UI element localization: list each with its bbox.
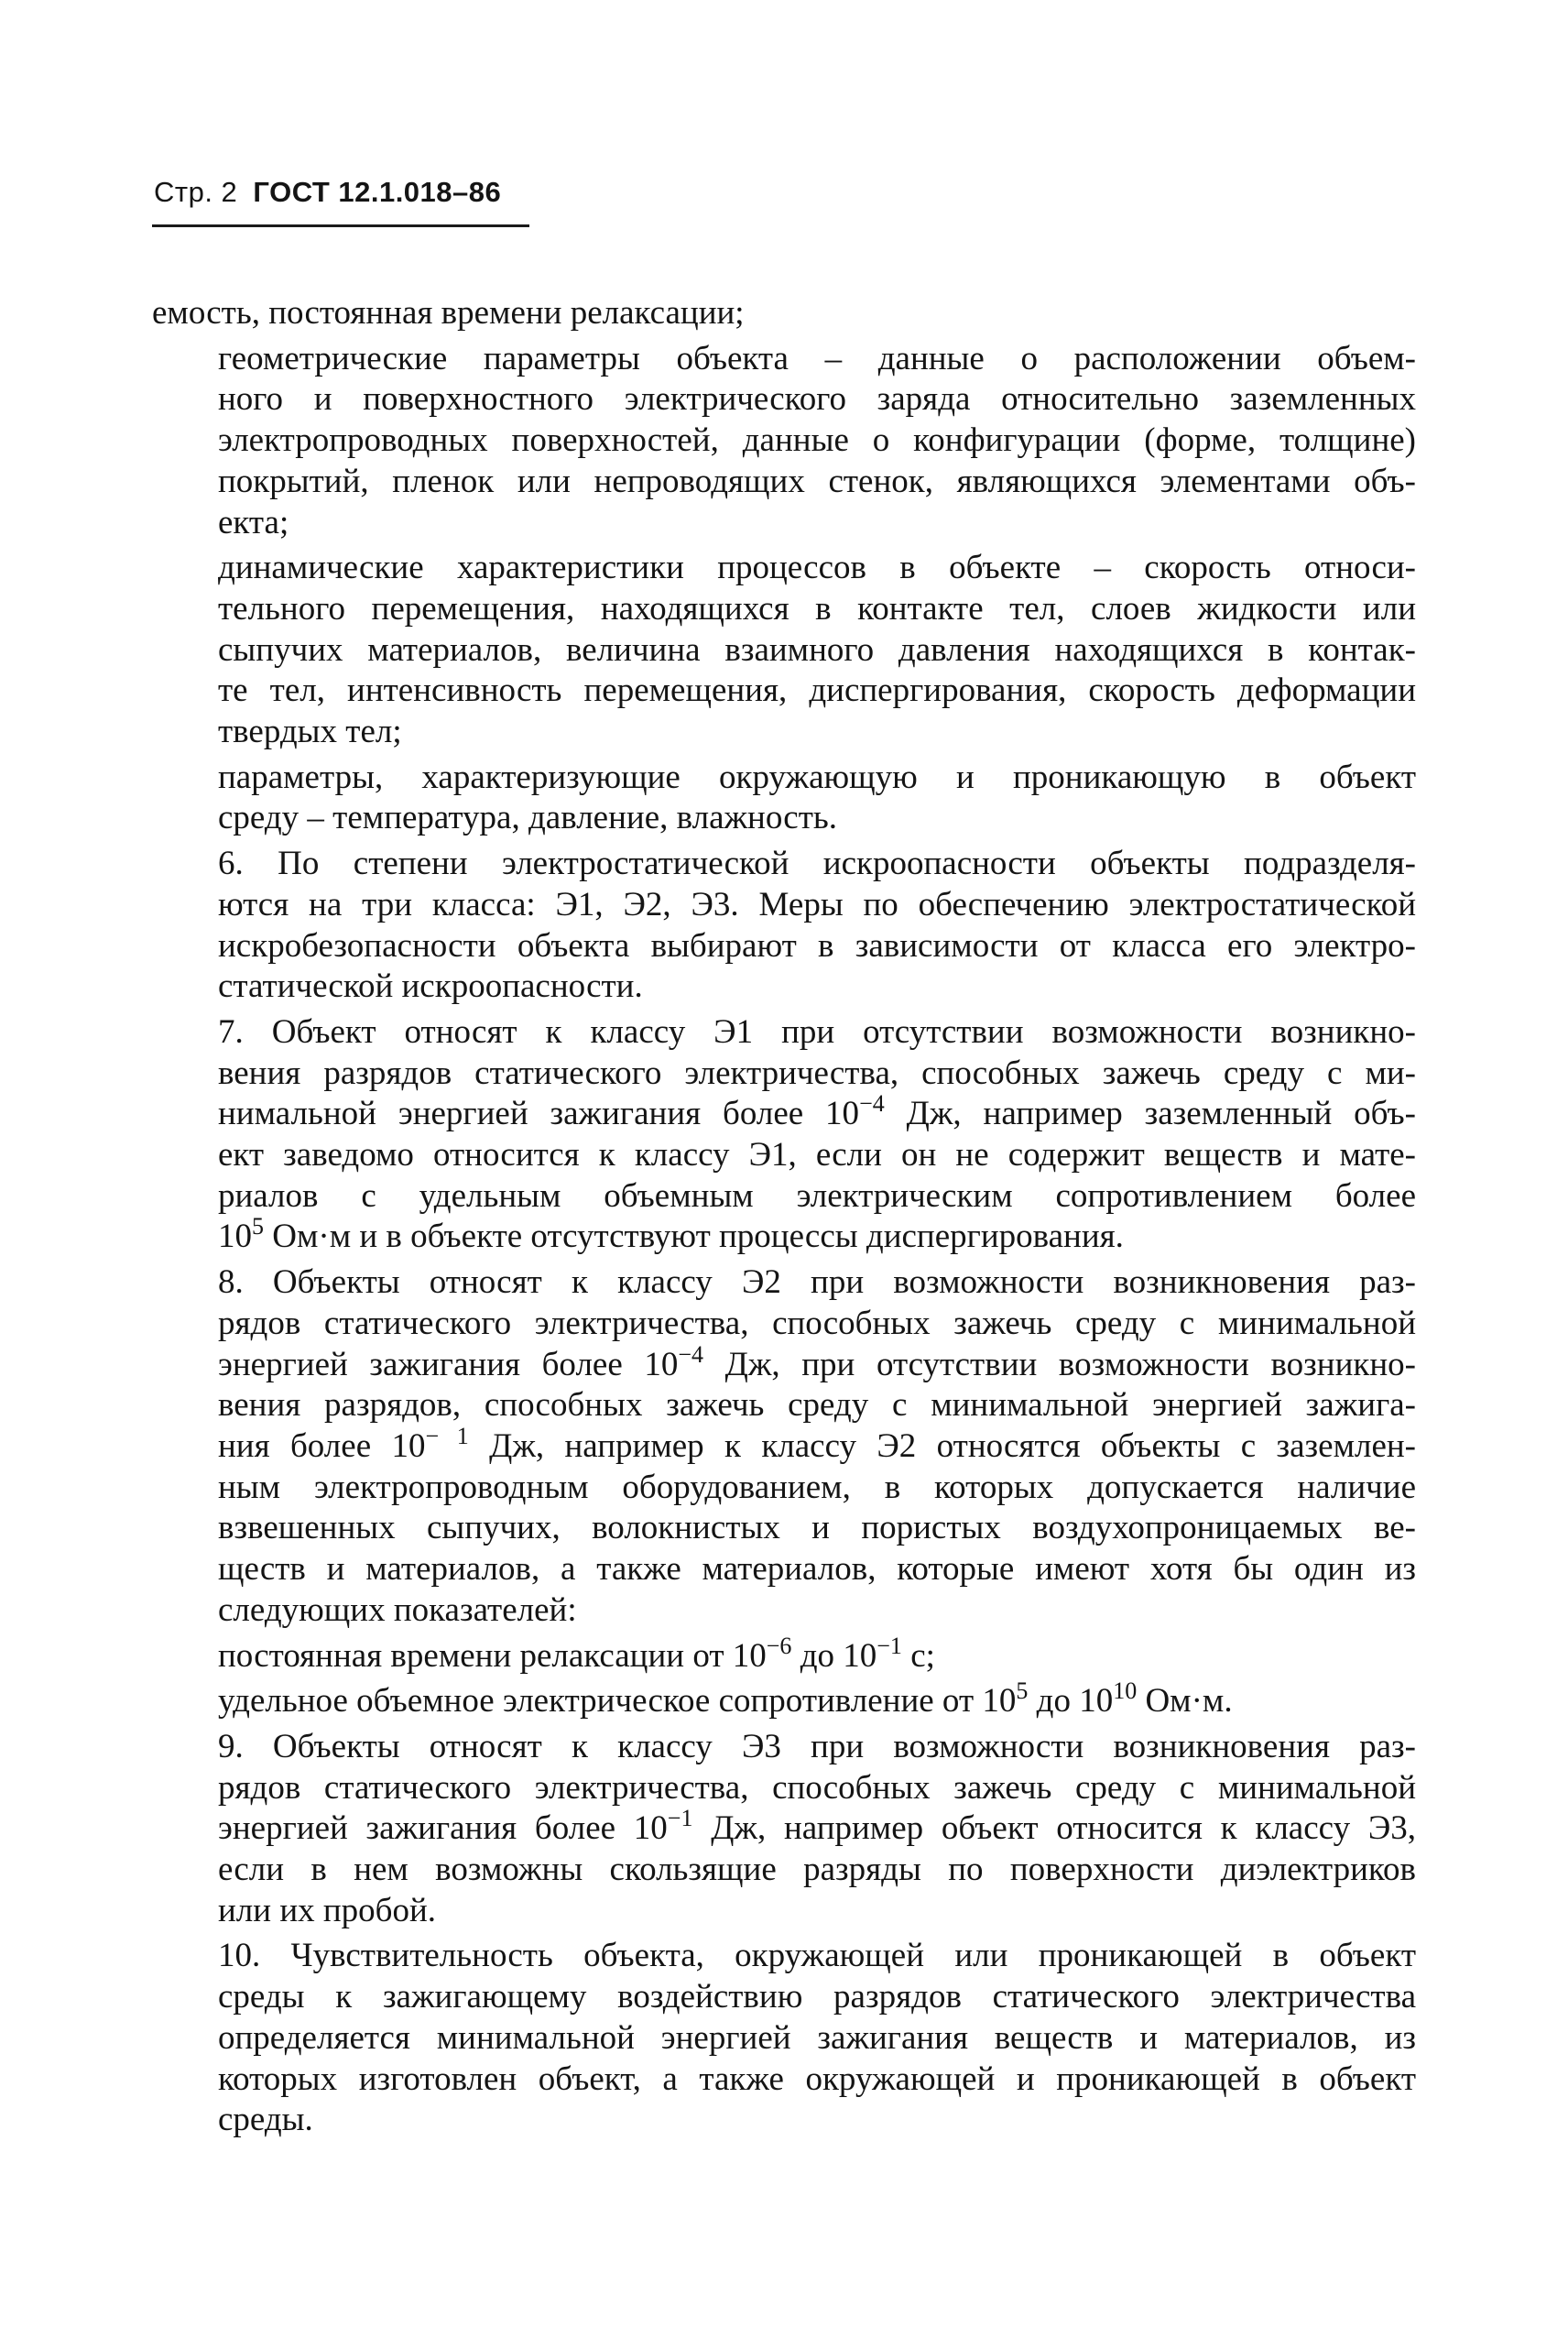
text-line: ществ и материалов, а также материалов, которые имеют хотя бы один из: [218, 1550, 1416, 1589]
paragraph: [152, 758, 1416, 839]
text-line: взвешенных сыпучих, волокнистых и пористых воздухопроницаемых ве-: [218, 1509, 1416, 1547]
paragraph: [152, 548, 1416, 753]
document-body: [152, 293, 1416, 2146]
text-line: если в нем возможны скользящие разряды по поверхности диэлектриков: [218, 1851, 1416, 1889]
text-line: среды.: [218, 2101, 313, 2139]
text-line: вения разрядов, способных зажечь среду с минимальной энергией зажига-: [218, 1386, 1416, 1425]
text-line: параметры, характеризующие окружающую и проникающую в объект: [218, 758, 1416, 796]
text-line: среду – температура, давление, влажность.: [218, 799, 837, 837]
text-line: емость, постоянная времени релаксации;: [152, 294, 745, 332]
standard-designation: ГОСТ 12.1.018–86: [253, 176, 502, 208]
text-line: рядов статического электричества, способных зажечь среду с минимальной: [218, 1304, 1416, 1342]
text-line: ным электропроводным оборудованием, в которых допускается наличие: [218, 1468, 1416, 1506]
paragraph: [152, 1262, 1416, 1631]
text-line: нимальной энергией зажигания более $10^{-4}$ Дж, например заземленный объ-: [218, 1090, 1416, 1133]
text-line: твердых тел;: [218, 713, 402, 751]
text-line: рядов статического электричества, способных зажечь среду с минимальной: [218, 1768, 1416, 1807]
paragraph: [152, 1012, 1416, 1258]
page-header: [154, 174, 501, 211]
text-line: энергией зажигания более $10^{-1}$ Дж, например объект относится к классу Э3,: [218, 1805, 1416, 1848]
text-line: следующих показателей:: [218, 1590, 577, 1629]
paragraph: [152, 1727, 1416, 1932]
paragraph: [152, 1936, 1416, 2141]
text-line: ект заведомо относится к классу Э1, если он не содержит веществ и мате-: [218, 1136, 1416, 1174]
text-line: ного и поверхностного электрического заряда относительно заземленных: [218, 380, 1416, 419]
text-line: энергией зажигания более $10^{-4}$ Дж, при отсутствии возможности возникно-: [218, 1340, 1416, 1383]
paragraph: [152, 293, 1416, 334]
text-line: статической искроопасности.: [218, 967, 643, 1006]
paragraph: [152, 1677, 1416, 1722]
text-line: геометрические параметры объекта – данные о расположении объем-: [218, 339, 1416, 377]
paragraph: [152, 1632, 1416, 1677]
text-line: 7. Объект относят к классу Э1 при отсутствии возможности возникно-: [218, 1012, 1416, 1051]
page-number: Стр. 2: [154, 176, 238, 208]
text-line: те тел, интенсивность перемещения, диспергирования, скорость деформации: [218, 672, 1416, 710]
text-line: удельное объемное электрическое сопротивление от $10^5$ до $10^{10}$ Ом·м.: [218, 1677, 1233, 1721]
text-line: которых изготовлен объект, а также окружающей и проникающей в объект: [218, 2059, 1416, 2098]
text-line: вения разрядов статического электричества, способных зажечь среду с ми-: [218, 1054, 1416, 1092]
text-line: ются на три класса: Э1, Э2, Э3. Меры по обеспечению электростатической: [218, 885, 1416, 923]
text-line: 9. Объекты относят к классу Э3 при возможности возникновения раз-: [218, 1727, 1416, 1765]
text-line: 6. По степени электростатической искроопасности объекты подразделя-: [218, 845, 1416, 883]
paragraph: [152, 844, 1416, 1008]
text-line: $10^5$ Ом·м и в объекте отсутствуют процессы диспергирования.: [218, 1213, 1124, 1256]
text-line: 10. Чувствительность объекта, окружающей или проникающей в объект: [218, 1937, 1416, 1975]
text-line: электропроводных поверхностей, данные о конфигурации (форме, толщине): [218, 421, 1416, 460]
text-line: динамические характеристики процессов в объекте – скорость относи-: [218, 549, 1416, 587]
paragraph: [152, 339, 1416, 544]
text-line: 8. Объекты относят к классу Э2 при возможности возникновения раз-: [218, 1263, 1416, 1302]
text-line: ния более $10^{- 1}$ Дж, например к классу Э2 относятся объекты с заземлен-: [218, 1422, 1416, 1465]
text-line: тельного перемещения, находящихся в контакте тел, слоев жидкости или: [218, 589, 1416, 628]
text-line: или их пробой.: [218, 1891, 437, 1929]
text-line: екта;: [218, 503, 289, 541]
header-underline: [152, 224, 529, 227]
text-line: постоянная времени релаксации от $10^{-6}$ до $10^{-1}$ с;: [218, 1632, 935, 1675]
text-line: искробезопасности объекта выбирают в зависимости от класса его электро-: [218, 926, 1416, 965]
text-line: покрытий, пленок или непроводящих стенок, являющихся элементами объ-: [218, 462, 1416, 500]
text-line: определяется минимальной энергией зажигания веществ и материалов, из: [218, 2018, 1416, 2057]
text-line: среды к зажигающему воздействию разрядов статического электричества: [218, 1978, 1416, 2016]
text-line: сыпучих материалов, величина взаимного давления находящихся в контак-: [218, 630, 1416, 669]
text-line: риалов с удельным объемным электрическим сопротивлением более: [218, 1176, 1416, 1215]
